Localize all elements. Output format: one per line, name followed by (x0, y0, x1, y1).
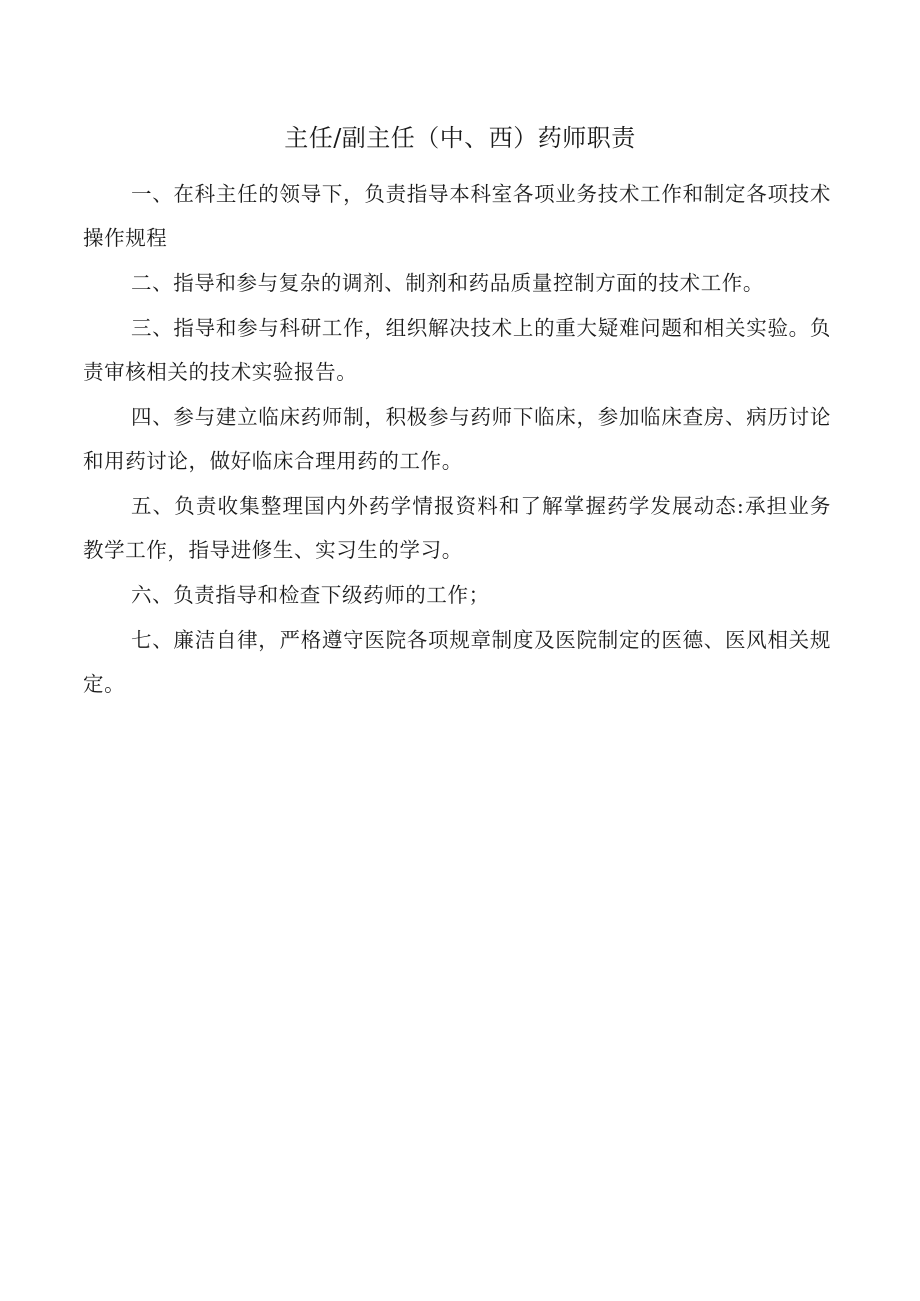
duty-list (83, 172, 831, 707)
duty-item-2: 二、指导和参与复杂的调剂、制剂和药品质量控制方面的技术工作。 (131, 271, 764, 295)
duty-item-3: 三、指导和参与科研工作，组织解决技术上的重大疑难问题和相关实验。负责审核相关的技术实验报告。 (83, 316, 831, 384)
duty-item-4: 四、参与建立临床药师制，积极参与药师下临床，参加临床查房、病历讨论和用药讨论，做好临床合理用药的工作。 (83, 405, 831, 473)
document-title: 主任/副主任（中、西）药师职责 (284, 124, 636, 152)
duty-item-1: 一、在科主任的领导下，负责指导本科室各项业务技术工作和制定各项技术操作规程 (83, 182, 831, 250)
duty-item-5: 五、负责收集整理国内外药学情报资料和了解掌握药学发展动态:承担业务教学工作，指导进修生、实习生的学习。 (83, 494, 831, 562)
duty-item-7: 七、廉洁自律，严格遵守医院各项规章制度及医院制定的医德、医风相关规定。 (83, 628, 831, 696)
duty-item-6: 六、负责指导和检查下级药师的工作； (131, 583, 490, 607)
